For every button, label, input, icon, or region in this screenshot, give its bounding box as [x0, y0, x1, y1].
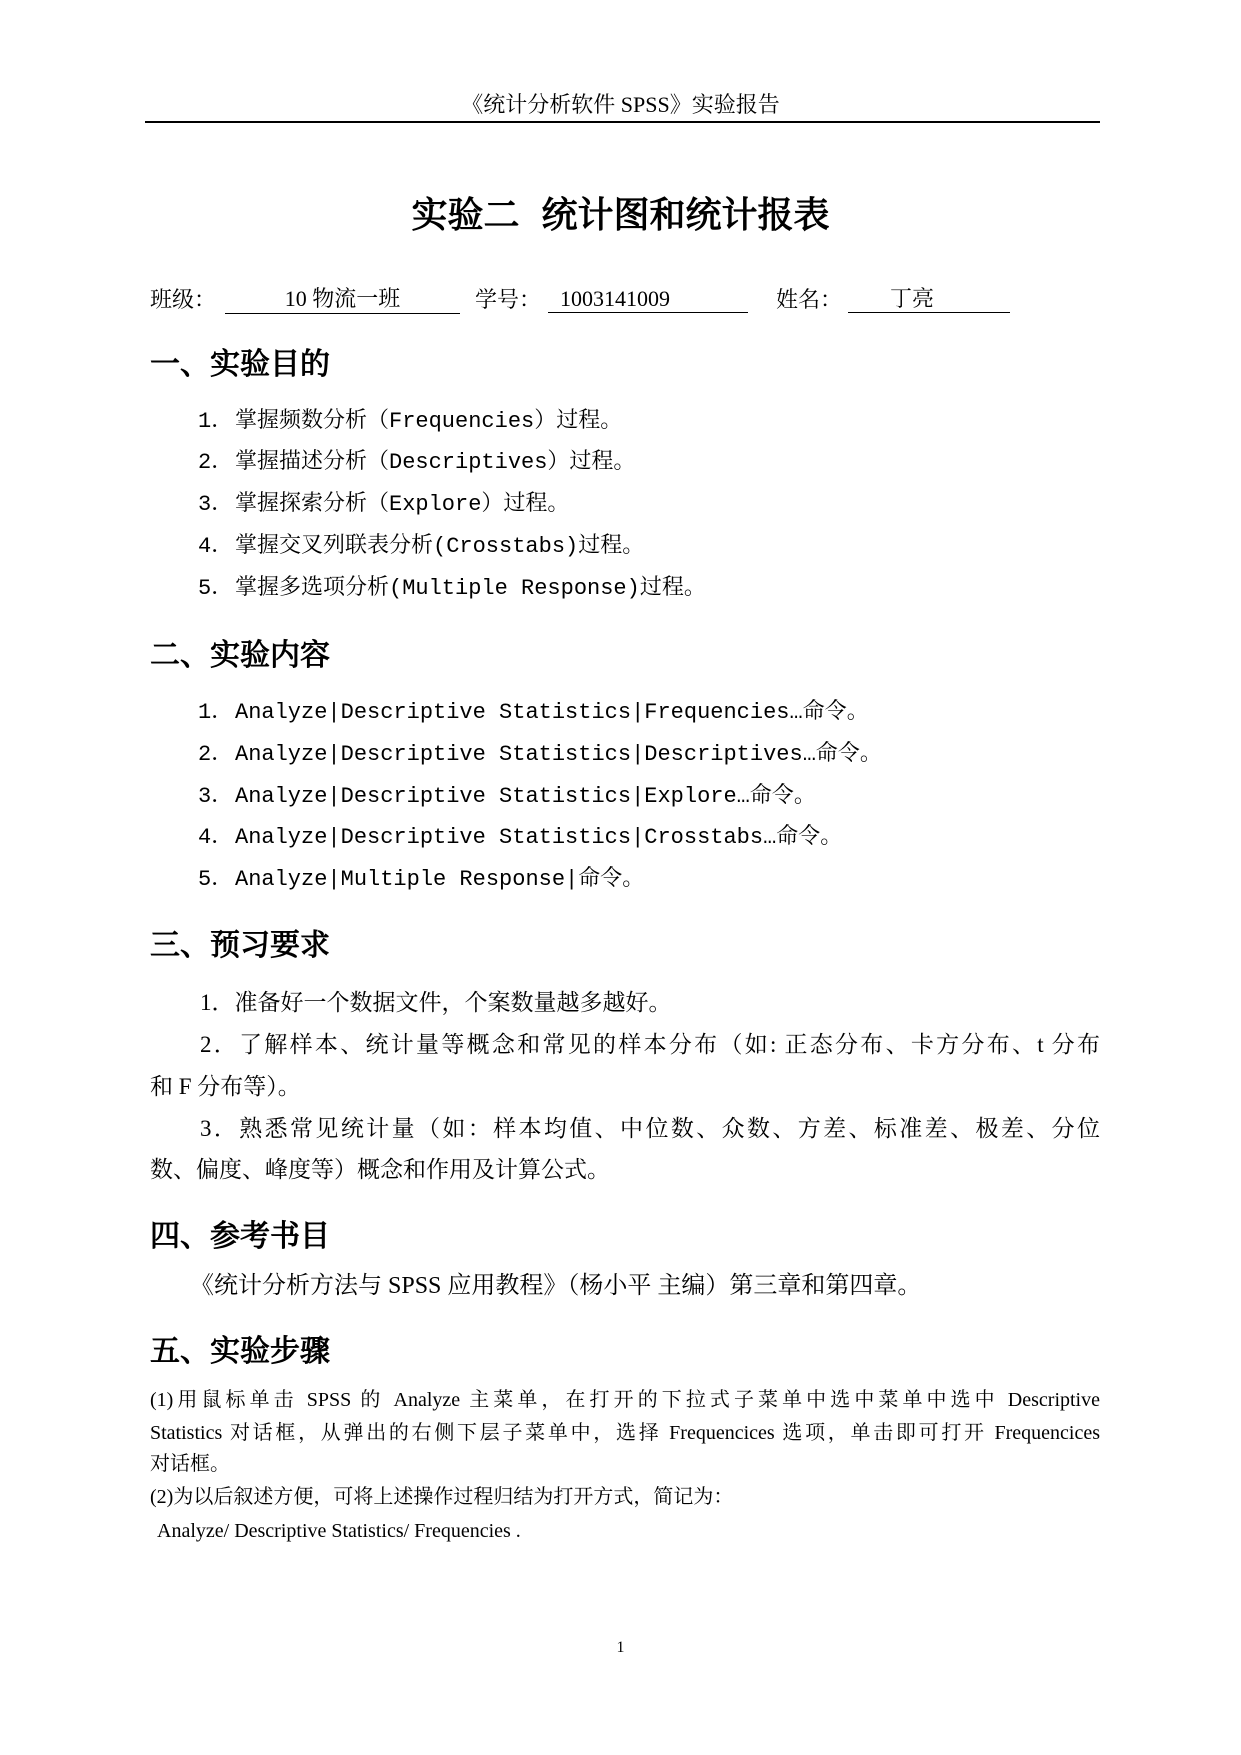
- student-id-label: 学号：: [475, 287, 542, 312]
- list-item: Analyze|Descriptive Statistics|Crosstabs…命令。: [235, 825, 843, 850]
- paragraph-line: 3．熟悉常见统计量（如：样本均值、中位数、众数、方差、标准差、极差、分位: [200, 1116, 1100, 1141]
- class-label: 班级：: [150, 287, 217, 312]
- paragraph-line: 和 F 分布等）。: [150, 1074, 301, 1099]
- list-item: 掌握多选项分析(Multiple Response)过程。: [235, 576, 706, 601]
- list-item: Analyze|Descriptive Statistics|Explore…命令。: [235, 784, 816, 809]
- list-item-number: 5．: [198, 576, 234, 601]
- list-item: 掌握交叉列联表分析(Crosstabs)过程。: [235, 534, 645, 559]
- list-item-number: 1．: [198, 409, 234, 434]
- running-header-title: 《统计分析软件 SPSS》实验报告: [461, 92, 780, 117]
- paragraph-line: 数、偏度、峰度等）概念和作用及计算公式。: [150, 1157, 610, 1182]
- document-title: 实验二 统计图和统计报表: [411, 194, 830, 235]
- paragraph-line: (2)为以后叙述方便，可将上述操作过程归结为打开方式，简记为：: [150, 1486, 734, 1508]
- list-item: Analyze|Multiple Response|命令。: [235, 867, 645, 892]
- list-item-number: 4．: [198, 825, 234, 850]
- section-heading-references: 四、参考书目: [150, 1220, 330, 1253]
- list-item: 掌握频数分析（Frequencies）过程。: [235, 409, 623, 434]
- section-heading-contents: 二、实验内容: [150, 639, 330, 672]
- paragraph-line: Statistics 对话框，从弹出的右侧下层子菜单中，选择 Frequencices 选项，单击即可打开 Frequencices: [150, 1422, 1100, 1444]
- name-label: 姓名：: [776, 287, 843, 312]
- list-item: 掌握探索分析（Explore）过程。: [235, 492, 570, 517]
- list-item-number: 4．: [198, 534, 234, 559]
- page-number: 1: [616, 1639, 625, 1656]
- class-value: 10 物流一班: [225, 284, 460, 314]
- paragraph-line: 对话框。: [150, 1453, 230, 1475]
- paragraph-line: Analyze/ Descriptive Statistics/ Frequencies .: [157, 1520, 521, 1542]
- section-heading-steps: 五、实验步骤: [150, 1335, 330, 1368]
- list-item-number: 2．: [198, 742, 234, 767]
- header-rule: [145, 121, 1100, 123]
- list-item: Analyze|Descriptive Statistics|Frequencies…命令。: [235, 700, 869, 725]
- list-item: Analyze|Descriptive Statistics|Descriptives…命令。: [235, 742, 882, 767]
- list-item-number: 1．: [198, 700, 234, 725]
- paragraph-line: (1)用鼠标单击 SPSS 的 Analyze 主菜单，在打开的下拉式子菜单中选中菜单中选中 Descriptive: [150, 1389, 1100, 1411]
- paragraph-line: 2．了解样本、统计量等概念和常见的样本分布（如: 正态分布、卡方分布、t 分布: [200, 1032, 1100, 1057]
- name-value: 丁亮: [848, 284, 1010, 313]
- paragraph-line: 1．准备好一个数据文件，个案数量越多越好。: [200, 990, 672, 1015]
- section-heading-preview: 三、预习要求: [150, 929, 330, 962]
- list-item-number: 5．: [198, 867, 234, 892]
- list-item-number: 3．: [198, 784, 234, 809]
- list-item: 掌握描述分析（Descriptives）过程。: [235, 450, 636, 475]
- reference-entry: 《统计分析方法与 SPSS 应用教程》（杨小平 主编）第三章和第四章。: [190, 1273, 922, 1299]
- section-heading-objectives: 一、实验目的: [150, 348, 330, 381]
- student-id-value: 1003141009: [548, 284, 748, 313]
- list-item-number: 2．: [198, 450, 234, 475]
- list-item-number: 3．: [198, 492, 234, 517]
